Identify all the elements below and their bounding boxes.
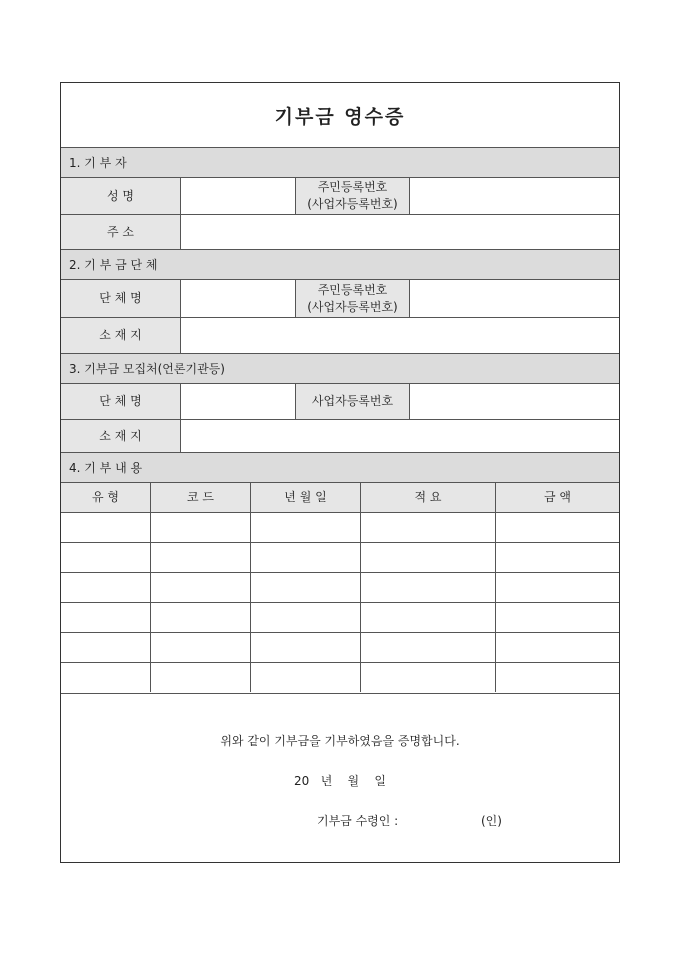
collector-location-field[interactable] xyxy=(180,420,619,452)
details-cell-type[interactable] xyxy=(61,603,150,632)
details-cell-amount[interactable] xyxy=(495,513,619,542)
details-cell-type[interactable] xyxy=(61,573,150,602)
issue-date: 20 년 월 일 xyxy=(293,774,386,788)
org-id-label xyxy=(295,280,409,317)
details-cell-amount[interactable] xyxy=(495,633,619,662)
org-name-field[interactable] xyxy=(180,280,295,317)
collector-name-label: 단 체 명 xyxy=(61,384,180,419)
details-cell-date[interactable] xyxy=(250,633,360,662)
org-id-label-line1: 주민등록번호 xyxy=(317,282,388,297)
org-id-field[interactable] xyxy=(409,280,619,317)
details-cell-description[interactable] xyxy=(360,663,495,692)
details-cell-description[interactable] xyxy=(360,603,495,632)
section-collector-heading: 3. 기부금 모집처(언론기관등) xyxy=(61,353,619,383)
col-description-header: 적 요 xyxy=(360,483,495,512)
col-type-header: 유 형 xyxy=(61,483,150,512)
details-cell-description[interactable] xyxy=(360,513,495,542)
details-cell-code[interactable] xyxy=(150,603,250,632)
details-cell-date[interactable] xyxy=(250,543,360,572)
col-amount-header: 금 액 xyxy=(495,483,619,512)
form-title: 기부금 영수증 xyxy=(274,105,406,128)
donor-id-label-line2: (사업자등록번호) xyxy=(307,197,398,211)
donation-receipt-form xyxy=(60,82,620,863)
certification-statement: 위와 같이 기부금을 기부하였음을 증명합니다. xyxy=(220,734,460,748)
details-table-row xyxy=(61,602,619,632)
details-table-row xyxy=(61,542,619,572)
details-cell-amount[interactable] xyxy=(495,663,619,692)
donor-id-label xyxy=(295,178,409,214)
details-cell-date[interactable] xyxy=(250,663,360,692)
details-cell-code[interactable] xyxy=(150,573,250,602)
seal-mark: (인) xyxy=(481,814,502,828)
details-cell-code[interactable] xyxy=(150,513,250,542)
details-cell-date[interactable] xyxy=(250,573,360,602)
donor-id-label-line1: 주민등록번호 xyxy=(317,180,388,195)
details-cell-description[interactable] xyxy=(360,543,495,572)
collector-location-label: 소 재 지 xyxy=(61,420,180,452)
org-location-label: 소 재 지 xyxy=(61,318,180,353)
details-table-row xyxy=(61,632,619,662)
donor-address-row xyxy=(61,214,619,249)
section-donor-heading: 1. 기 부 자 xyxy=(61,147,619,177)
details-cell-amount[interactable] xyxy=(495,603,619,632)
details-cell-code[interactable] xyxy=(150,663,250,692)
donor-name-label: 성 명 xyxy=(61,178,180,214)
col-date-header: 년 월 일 xyxy=(250,483,360,512)
donor-name-row xyxy=(61,177,619,214)
recipient-label: 기부금 수령인 : xyxy=(317,814,399,828)
details-cell-code[interactable] xyxy=(150,633,250,662)
details-cell-date[interactable] xyxy=(250,513,360,542)
details-cell-code[interactable] xyxy=(150,543,250,572)
org-id-label-line2: (사업자등록번호) xyxy=(307,299,398,314)
collector-bizno-field[interactable] xyxy=(409,384,619,419)
details-cell-description[interactable] xyxy=(360,573,495,602)
section-donation-details-heading: 4. 기 부 내 용 xyxy=(61,452,619,482)
org-location-row xyxy=(61,317,619,353)
recipient-signature-field[interactable] xyxy=(413,812,483,828)
donor-id-field[interactable] xyxy=(409,178,619,214)
details-cell-type[interactable] xyxy=(61,633,150,662)
collector-bizno-label: 사업자등록번호 xyxy=(295,384,409,419)
details-header-row xyxy=(61,482,619,512)
details-table-row xyxy=(61,512,619,542)
details-table-row xyxy=(61,572,619,602)
collector-name-field[interactable] xyxy=(180,384,295,419)
org-name-label: 단 체 명 xyxy=(61,280,180,317)
details-cell-type[interactable] xyxy=(61,513,150,542)
details-cell-type[interactable] xyxy=(61,543,150,572)
details-cell-date[interactable] xyxy=(250,603,360,632)
details-cell-type[interactable] xyxy=(61,663,150,692)
org-name-row xyxy=(61,279,619,317)
details-table-row xyxy=(61,662,619,692)
details-cell-amount[interactable] xyxy=(495,573,619,602)
details-cell-amount[interactable] xyxy=(495,543,619,572)
collector-location-row xyxy=(61,419,619,452)
col-code-header: 코 드 xyxy=(150,483,250,512)
donor-address-field[interactable] xyxy=(180,215,619,249)
details-cell-description[interactable] xyxy=(360,633,495,662)
certification-area xyxy=(61,693,619,863)
section-donation-org-heading: 2. 기 부 금 단 체 xyxy=(61,249,619,279)
donor-address-label: 주 소 xyxy=(61,215,180,249)
donor-name-field[interactable] xyxy=(180,178,295,214)
org-location-field[interactable] xyxy=(180,318,619,353)
collector-name-row xyxy=(61,383,619,419)
